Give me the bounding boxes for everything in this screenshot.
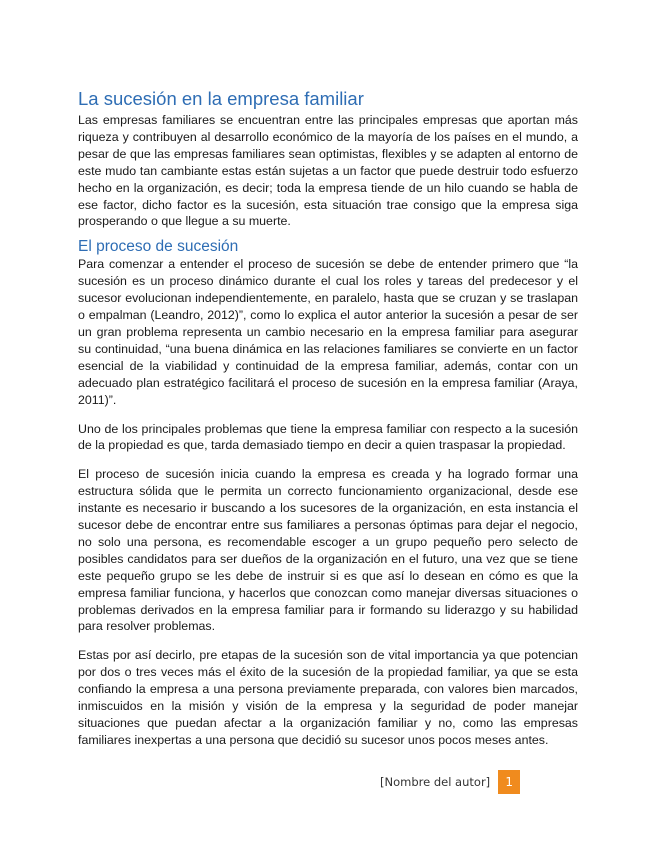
author-placeholder: [Nombre del autor] — [380, 775, 491, 789]
body-paragraph: Estas por así decirlo, pre etapas de la sucesión son de vital importancia ya que potencian por dos o tres veces más el éxito de la sucesión de la propiedad familiar, ya que se esta confiando la empresa a una persona previamente preparada, con valores bien marcados, inmiscuidos en la misión y visión de la empresa y la seguridad de poder manejar situaciones que puedan afectar a la organización familiar y no, como las empresas familiares inexpertas a una persona que decidió su sucesor unos pocos meses antes. — [78, 648, 578, 747]
section-heading: El proceso de sucesión — [78, 238, 239, 256]
page-footer — [380, 770, 520, 794]
body-paragraph: El proceso de sucesión inicia cuando la empresa es creada y ha logrado formar una estructura sólida que le permita un correcto funcionamiento organizacional, desde ese instante es necesario ir buscando a los sucesores de la organización, en esta instancia el sucesor debe de encontrar entre sus familiares a personas óptimas para dejar el negocio, no solo una persona, es recomendable escoger a un grupo pequeño pero selecto de posibles candidatos para ser dueños de la organización en el futuro, una vez que se tiene este pequeño grupo se les debe de instruir si es que así lo desean en cómo es que la empresa familiar funciona, y hacerlos que conozcan como manejar diversas situaciones o problemas derivados en la empresa familiar para ir formando su liderazgo y su habilidad para resolver problemas. — [78, 467, 578, 634]
document-page — [78, 88, 578, 749]
page-number-badge: 1 — [498, 770, 520, 794]
body-paragraph: Uno de los principales problemas que tiene la empresa familiar con respecto a la sucesión de la propiedad es que, tarda demasiado tiempo en decir a quien traspasar la propiedad. — [78, 421, 578, 453]
body-paragraph: Para comenzar a entender el proceso de sucesión se debe de entender primero que “la sucesión es un proceso dinámico durante el cual los roles y tareas del predecesor y el sucesor evolucionan independientemente, en paralelo, hasta que se cruzan y se traslapan o empalman (Leandro, 2012)”, como lo explica el autor anterior la sucesión a pesar de ser un gran problema representa un cambio necesario en la empresa familiar para asegurar su continuidad, “una buena dinámica en las relaciones familiares se convierte en un factor esencial de la viabilidad y continuidad de la empresa familiar, además, contar con un adecuado plan estratégico facilitará el proceso de sucesión en la empresa familiar (Araya, 2011)”. — [78, 257, 578, 407]
document-title: La sucesión en la empresa familiar — [78, 88, 364, 109]
intro-paragraph: Las empresas familiares se encuentran entre las principales empresas que aportan más riqueza y contribuyen al desarrollo económico de la mayoría de los países en el mundo, a pesar de que las empresas familiares sean optimistas, flexibles y se adapten al entorno de este mudo tan cambiante estas están sujetas a un factor que puede destruir todo esfuerzo hecho en la organización, es decir; toda la empresa tiende de un hilo cuando se habla de ese factor, dicho factor es la sucesión, esta situación trae consigo que la empresa siga prosperando o que llegue a su muerte. — [78, 113, 578, 229]
